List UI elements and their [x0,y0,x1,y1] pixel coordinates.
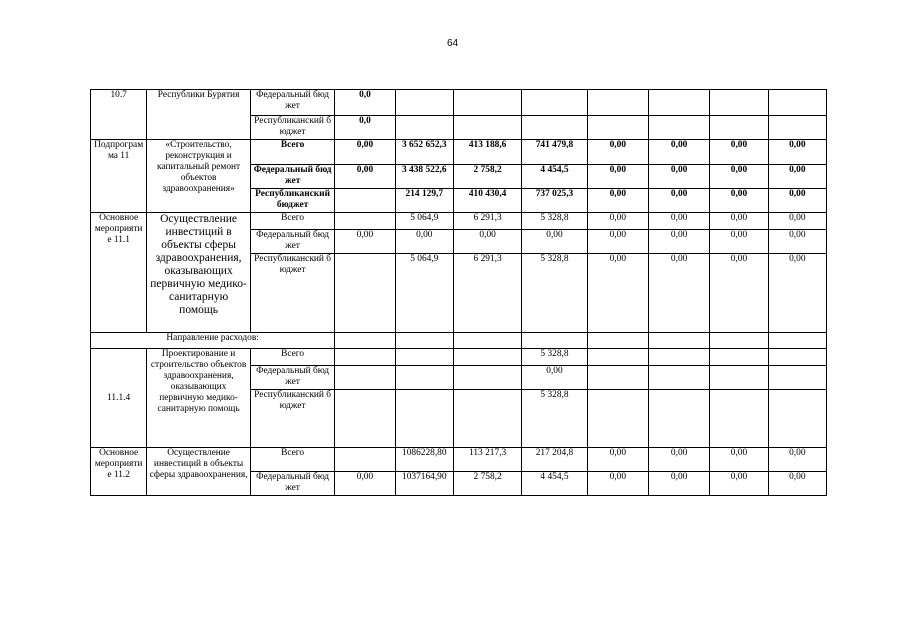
value-cell: 741 479,8 [522,140,587,165]
value-cell [710,390,768,448]
value-cell: 0,00 [335,472,395,496]
value-cell: 0,00 [335,165,395,189]
value-cell: 0,0 [335,90,395,116]
value-cell: 0,00 [648,165,709,189]
value-cell: 0,00 [587,254,648,333]
value-cell: 0,00 [768,213,826,230]
budget-source: Республиканский бюджет [250,116,334,140]
value-cell [395,366,453,390]
value-cell [395,333,453,349]
value-cell: 6 291,3 [453,213,521,230]
page-number: 64 [446,38,459,49]
value-cell [522,333,587,349]
table-row [91,333,827,349]
table-row [91,213,827,230]
value-cell: 410 430,4 [453,189,521,213]
value-cell [453,90,521,116]
value-cell: 2 758,2 [453,165,521,189]
value-cell: 0,00 [710,189,768,213]
value-cell: 0,00 [768,448,826,472]
budget-source: Республиканский бюджет [250,390,334,448]
value-cell [768,349,826,366]
value-cell [453,366,521,390]
budget-source: Федеральный бюджет [250,90,334,116]
budget-source: Республиканский бюджет [250,254,334,333]
table-row [91,448,827,472]
value-cell: 1086228,80 [395,448,453,472]
row-code: 10.7 [91,90,147,140]
budget-source: Федеральный бюджет [250,230,334,254]
table-row [91,90,827,116]
value-cell: 0,00 [587,230,648,254]
value-cell: 0,00 [710,165,768,189]
value-cell [335,366,395,390]
value-cell: 0,00 [648,230,709,254]
value-cell [768,366,826,390]
budget-source: Федеральный бюджет [250,165,334,189]
value-cell: 0,00 [648,189,709,213]
value-cell: 0,00 [710,140,768,165]
value-cell [453,390,521,448]
row-code: Основное мероприятие 11.2 [91,448,147,496]
value-cell: 1037164,90 [395,472,453,496]
value-cell [335,390,395,448]
value-cell [710,366,768,390]
value-cell [335,213,395,230]
value-cell [648,390,709,448]
value-cell [768,333,826,349]
value-cell: 0,00 [648,140,709,165]
value-cell [587,116,648,140]
value-cell: 5 328,8 [522,254,587,333]
value-cell [522,116,587,140]
value-cell [395,116,453,140]
value-cell [710,116,768,140]
value-cell [587,390,648,448]
budget-source: Всего [250,448,334,472]
value-cell: 217 204,8 [522,448,587,472]
value-cell [648,366,709,390]
row-code: 11.1.4 [91,349,147,448]
value-cell [395,349,453,366]
value-cell: 0,00 [453,230,521,254]
value-cell [587,366,648,390]
value-cell [395,90,453,116]
value-cell: 5 328,8 [522,390,587,448]
budget-source: Федеральный бюджет [250,472,334,496]
value-cell: 0,00 [335,230,395,254]
value-cell: 0,00 [710,254,768,333]
value-cell: 0,00 [648,254,709,333]
value-cell: 0,00 [587,165,648,189]
value-cell: 214 129,7 [395,189,453,213]
value-cell: 0,00 [335,140,395,165]
value-cell: 0,00 [710,230,768,254]
value-cell [395,390,453,448]
value-cell: 5 328,8 [522,349,587,366]
value-cell: 0,00 [648,448,709,472]
value-cell: 0,0 [335,116,395,140]
value-cell: 0,00 [522,366,587,390]
value-cell: 5 328,8 [522,213,587,230]
row-code: Подпрограмма 11 [91,140,147,213]
budget-source: Республиканский бюджет [250,189,334,213]
value-cell: 0,00 [395,230,453,254]
value-cell: 737 025,3 [522,189,587,213]
value-cell: 0,00 [587,448,648,472]
table-row [91,349,827,366]
value-cell: 413 188,6 [453,140,521,165]
value-cell [335,189,395,213]
value-cell: 5 064,9 [395,254,453,333]
value-cell: 0,00 [587,213,648,230]
value-cell [710,333,768,349]
value-cell [453,116,521,140]
value-cell [648,333,709,349]
value-cell: 0,00 [648,213,709,230]
budget-source: Всего [250,349,334,366]
value-cell: 0,00 [768,254,826,333]
value-cell [335,333,395,349]
value-cell: 0,00 [587,189,648,213]
value-cell [335,254,395,333]
value-cell: 5 064,9 [395,213,453,230]
value-cell: 3 438 522,6 [395,165,453,189]
value-cell: 0,00 [710,213,768,230]
value-cell: 113 217,3 [453,448,521,472]
budget-source: Федеральный бюджет [250,366,334,390]
value-cell [768,90,826,116]
direction-label: Направление расходов: [91,333,335,349]
budget-table [90,89,827,496]
value-cell [587,90,648,116]
value-cell: 6 291,3 [453,254,521,333]
budget-source: Всего [250,140,334,165]
value-cell [768,116,826,140]
value-cell: 0,00 [710,448,768,472]
value-cell [587,333,648,349]
value-cell: 0,00 [710,472,768,496]
row-name: «Строительство, реконструкция и капитальный ремонт объектов здравоохранения» [147,140,251,213]
value-cell: 4 454,5 [522,472,587,496]
row-name: Республики Бурятия [147,90,251,140]
row-name: Осуществление инвестиций в объекты сферы здравоохранения, [147,448,251,496]
value-cell [335,448,395,472]
value-cell [335,349,395,366]
value-cell: 0,00 [648,472,709,496]
row-code: Основное мероприятие 11.1 [91,213,147,333]
value-cell: 4 454,5 [522,165,587,189]
value-cell [768,390,826,448]
value-cell: 0,00 [522,230,587,254]
budget-source: Всего [250,213,334,230]
value-cell [648,116,709,140]
value-cell [453,333,521,349]
row-name: Осуществление инвестиций в объекты сферы здравоохранения, оказывающих первичную медико-санитарную помощь [147,213,251,333]
value-cell: 3 652 652,3 [395,140,453,165]
value-cell: 0,00 [768,230,826,254]
value-cell [648,90,709,116]
row-name: Проектирование и строительство объектов здравоохранения, оказывающих первичную медико-санитарную помощь [147,349,251,448]
value-cell [522,90,587,116]
value-cell: 0,00 [587,140,648,165]
value-cell [710,90,768,116]
value-cell [453,349,521,366]
value-cell: 0,00 [587,472,648,496]
value-cell [648,349,709,366]
value-cell [710,349,768,366]
value-cell: 2 758,2 [453,472,521,496]
value-cell: 0,00 [768,165,826,189]
value-cell: 0,00 [768,472,826,496]
value-cell: 0,00 [768,140,826,165]
value-cell [587,349,648,366]
value-cell: 0,00 [768,189,826,213]
table-row [91,140,827,165]
